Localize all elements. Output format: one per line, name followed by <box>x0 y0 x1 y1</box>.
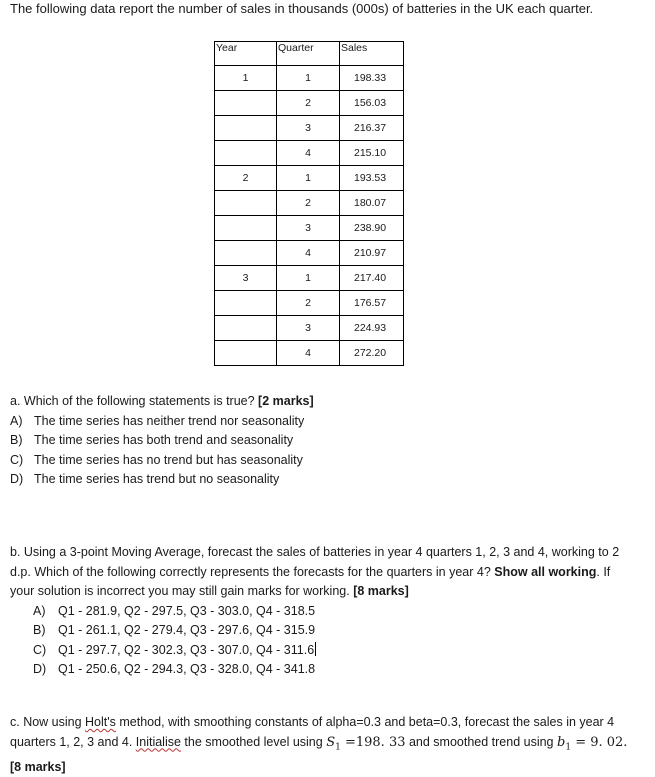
cell-quarter: 4 <box>277 141 340 166</box>
cell-sales: 193.53 <box>340 166 404 191</box>
question-b-after-bold: . If your solution is incorrect you may still gain marks for working. <box>10 564 611 598</box>
table-row <box>215 116 404 141</box>
header-year: Year <box>215 42 277 66</box>
cell-year <box>215 141 277 166</box>
question-a <box>10 392 610 490</box>
cell-quarter: 1 <box>277 166 340 191</box>
cell-quarter: 4 <box>277 241 340 266</box>
option-item <box>33 602 635 622</box>
question-a-stem: a. Which of the following statements is true? <box>10 394 255 408</box>
table-header-row <box>215 42 404 66</box>
cell-sales: 216.37 <box>340 116 404 141</box>
option-item <box>33 660 635 680</box>
cell-year <box>215 341 277 366</box>
table-row <box>215 91 404 116</box>
question-c-initialise: Initialise <box>135 734 181 749</box>
table-row <box>215 241 404 266</box>
table-row <box>215 266 404 291</box>
cell-quarter: 1 <box>277 66 340 91</box>
question-c-part4: and smoothed trend using <box>405 734 557 749</box>
cell-year: 1 <box>215 66 277 91</box>
option-text: Q1 - 297.7, Q2 - 302.3, Q3 - 307.0, Q4 - 311.6 <box>58 642 315 657</box>
s1-formula: $S_1 =198$. 33 <box>326 734 406 753</box>
option-text: Q1 - 281.9, Q2 - 297.5, Q3 - 303.0, Q4 - 318.5 <box>58 603 316 618</box>
question-c-part1: c. Now using <box>10 715 86 729</box>
cell-quarter: 3 <box>277 216 340 241</box>
option-letter: C) <box>33 642 47 657</box>
cell-year <box>215 216 277 241</box>
table-row <box>215 191 404 216</box>
option-letter: C) <box>10 452 24 467</box>
cell-sales: 180.07 <box>340 191 404 216</box>
cell-year <box>215 291 277 316</box>
option-item <box>33 641 635 661</box>
text-cursor <box>315 642 316 656</box>
sales-table <box>214 41 404 366</box>
question-a-marks: [2 marks] <box>258 394 314 408</box>
cell-quarter: 2 <box>277 191 340 216</box>
question-c-part3: the smoothed level using <box>180 734 327 749</box>
cell-quarter: 1 <box>277 266 340 291</box>
option-letter: A) <box>33 603 46 618</box>
cell-sales: 272.20 <box>340 341 404 366</box>
cell-sales: 198.33 <box>340 66 404 91</box>
option-text: Q1 - 250.6, Q2 - 294.3, Q3 - 328.0, Q4 - 341.8 <box>58 662 316 676</box>
cell-year <box>215 191 277 216</box>
option-item <box>10 412 610 432</box>
question-b-options <box>10 602 635 680</box>
option-item <box>33 621 635 641</box>
question-b-stem: b. Using a 3-point Moving Average, forecast the sales of batteries in year 4 quarters 1, 2, 3 and 4, working to 2 d.p. Which of the following correctly represents the forecasts for the quarters in year 4? <box>10 545 620 579</box>
question-a-options <box>10 412 610 490</box>
option-text: Q1 - 261.1, Q2 - 279.4, Q3 - 297.6, Q4 - 315.9 <box>58 623 316 637</box>
option-letter: D) <box>33 662 47 676</box>
option-text: The time series has both trend and seasonality <box>34 433 294 447</box>
b1-formula: $b_1 = 9$. 02. <box>556 734 628 753</box>
question-b-bold-lead: Show all working <box>494 564 597 579</box>
option-text: The time series has no trend but has seasonality <box>34 452 303 467</box>
cell-sales: 217.40 <box>340 266 404 291</box>
cell-sales: 176.57 <box>340 291 404 316</box>
option-letter: D) <box>10 472 24 486</box>
intro-text: The following data report the number of sales in thousands (000s) of batteries in the UK each quarter. <box>10 1 594 16</box>
option-item <box>10 451 610 471</box>
table-row <box>215 316 404 341</box>
question-c-part2: method, with smoothing constants of alpha=0.3 and beta=0.3, forecast the sales in year 4 quarters 1, 2, 3 and 4. <box>10 715 615 749</box>
header-sales: Sales <box>340 42 404 66</box>
option-item <box>10 470 610 490</box>
table-row <box>215 341 404 366</box>
cell-year: 3 <box>215 266 277 291</box>
option-text: The time series has trend but no seasonality <box>34 472 280 486</box>
cell-quarter: 3 <box>277 116 340 141</box>
question-c-marks: [8 marks] <box>10 759 66 774</box>
cell-sales: 238.90 <box>340 216 404 241</box>
table-row <box>215 291 404 316</box>
cell-sales: 215.10 <box>340 141 404 166</box>
header-quarter: Quarter <box>277 42 340 66</box>
cell-year <box>215 91 277 116</box>
question-b <box>10 543 635 680</box>
cell-year <box>215 116 277 141</box>
cell-quarter: 2 <box>277 91 340 116</box>
question-c <box>10 713 635 777</box>
question-b-marks: [8 marks] <box>353 584 409 598</box>
option-text: The time series has neither trend nor seasonality <box>34 413 305 428</box>
cell-sales: 224.93 <box>340 316 404 341</box>
table-row <box>215 66 404 91</box>
cell-sales: 156.03 <box>340 91 404 116</box>
table-row <box>215 166 404 191</box>
table-row <box>215 141 404 166</box>
question-c-holt: Holt's <box>85 715 116 729</box>
cell-sales: 210.97 <box>340 241 404 266</box>
option-letter: B) <box>10 433 23 447</box>
table-row <box>215 216 404 241</box>
cell-year <box>215 316 277 341</box>
cell-year: 2 <box>215 166 277 191</box>
cell-quarter: 2 <box>277 291 340 316</box>
option-letter: B) <box>33 623 46 637</box>
option-letter: A) <box>10 413 23 428</box>
option-item <box>10 431 610 451</box>
cell-quarter: 4 <box>277 341 340 366</box>
cell-year <box>215 241 277 266</box>
cell-quarter: 3 <box>277 316 340 341</box>
